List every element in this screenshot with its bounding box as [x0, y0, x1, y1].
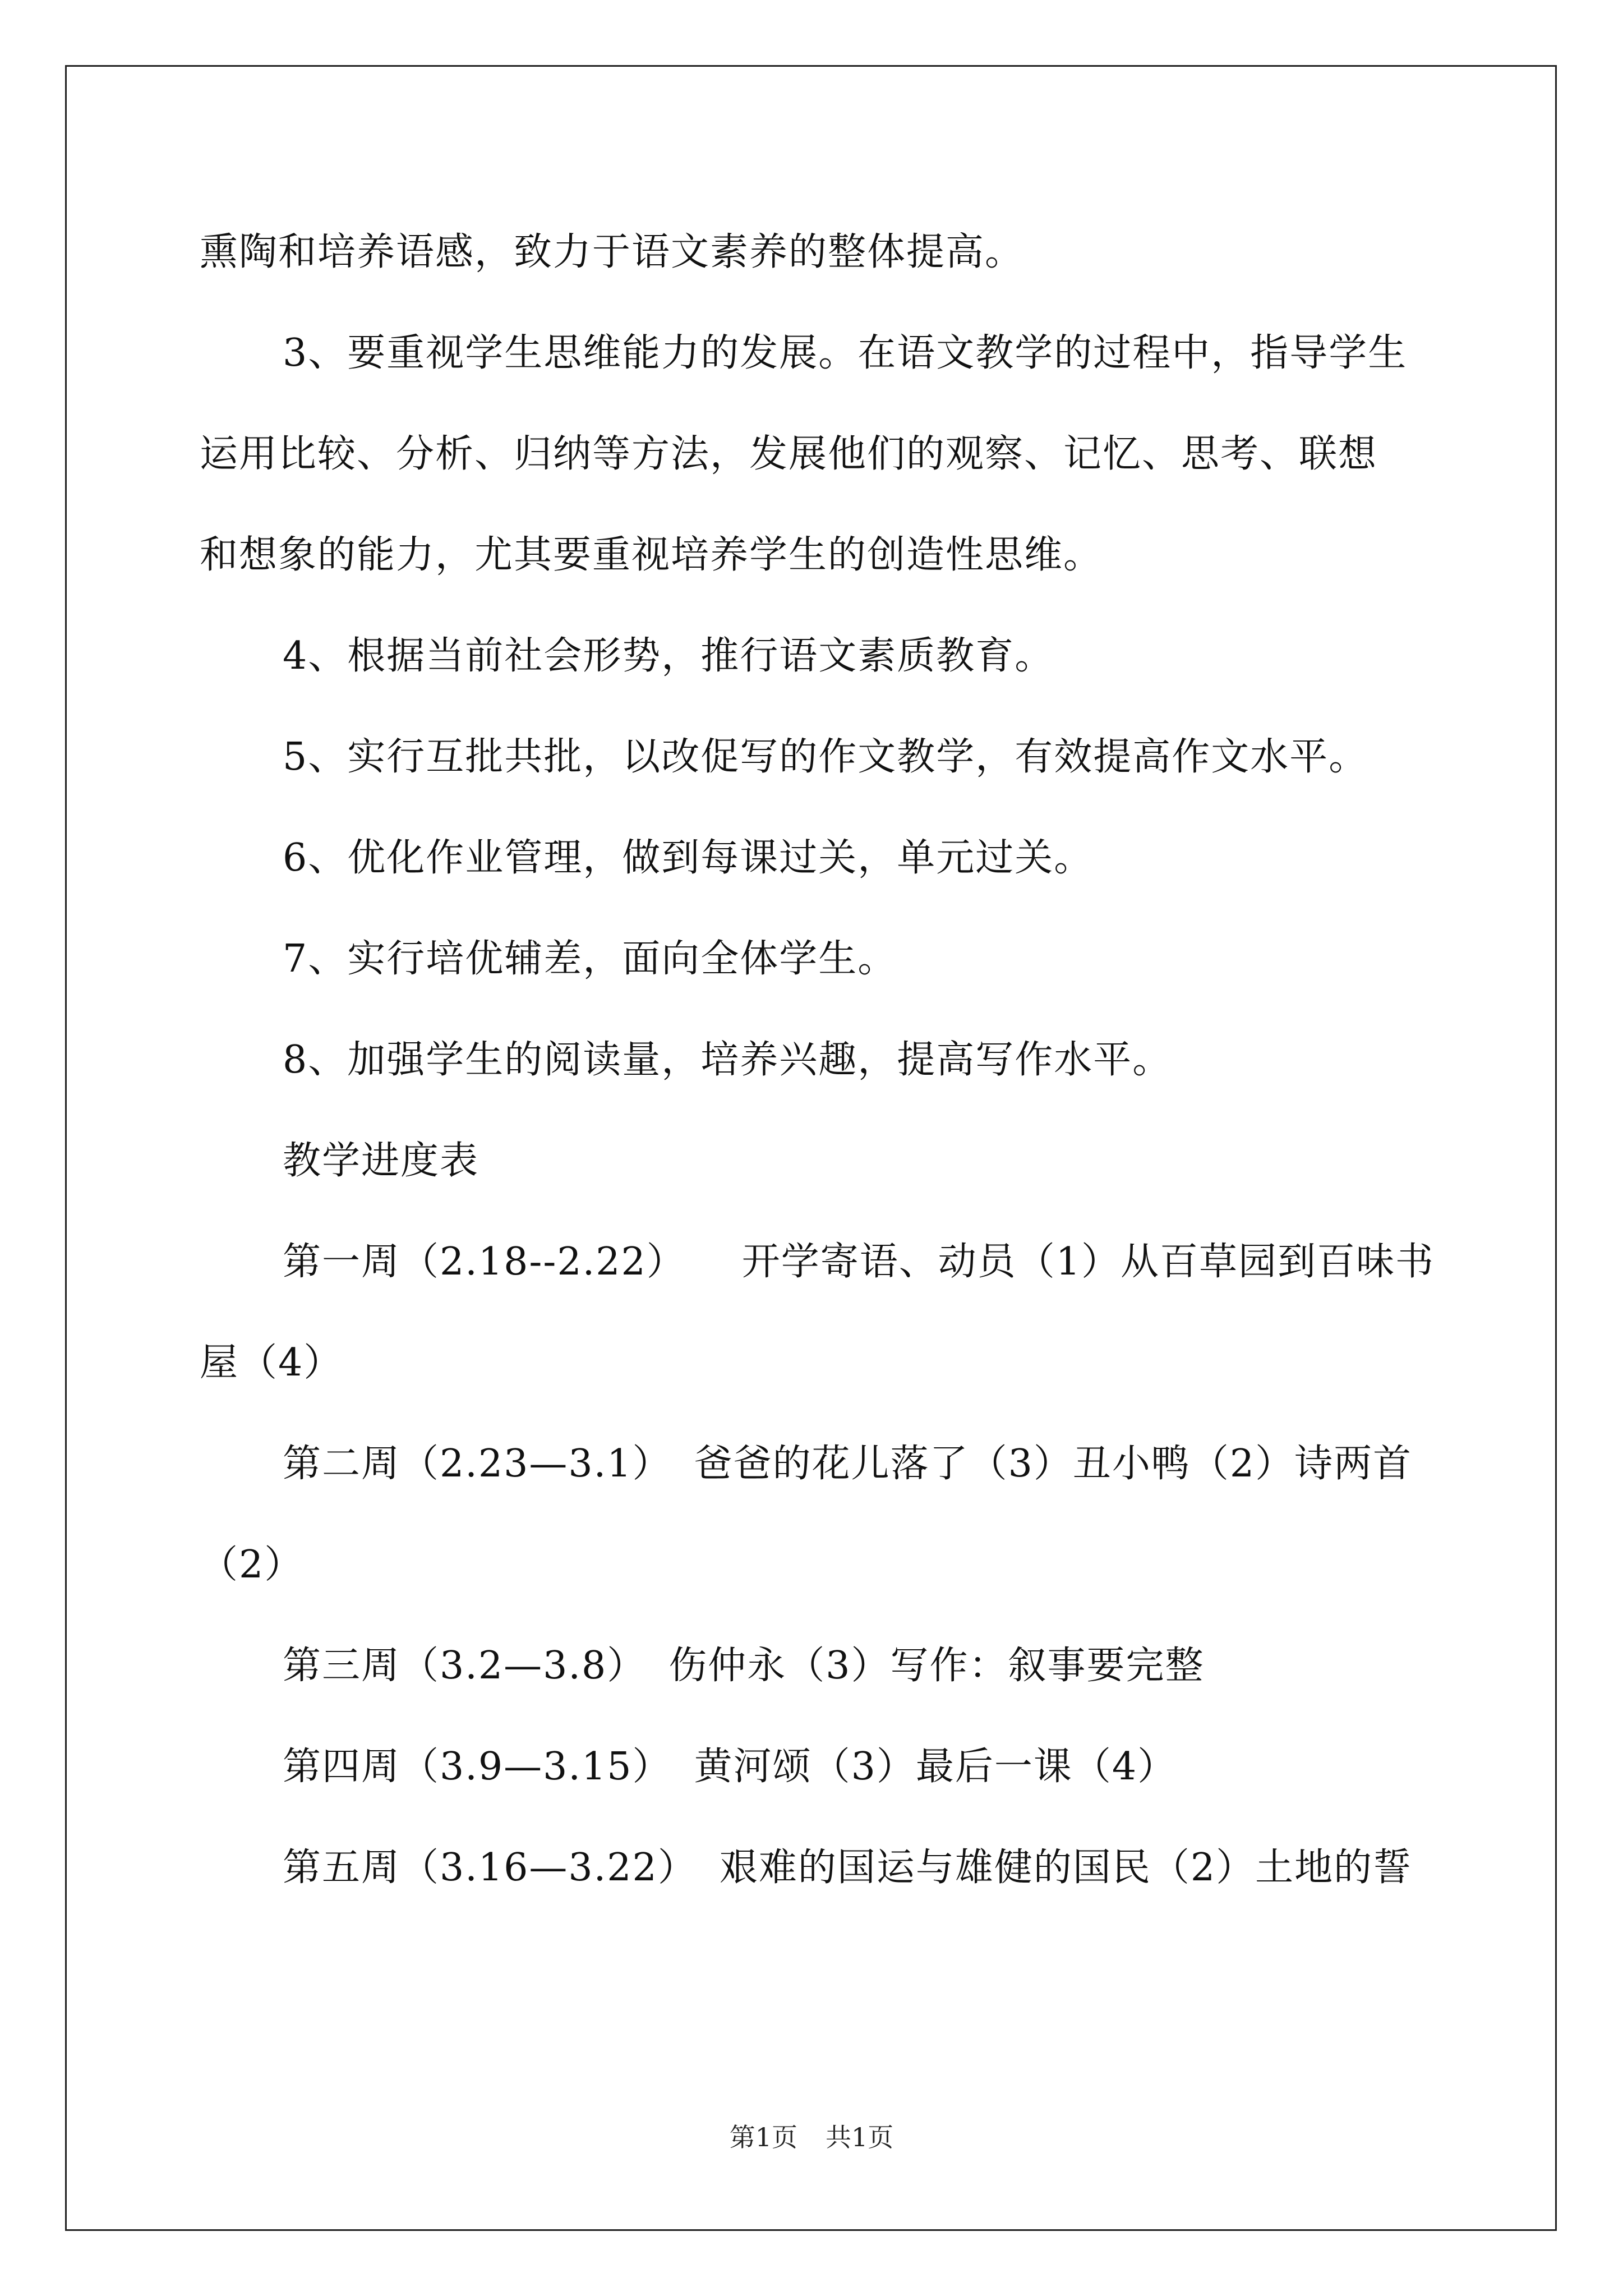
page-number: 第1页	[729, 2122, 797, 2152]
schedule-week: 第一周（2.18--2.22）	[283, 1240, 686, 1284]
schedule-row-continuation	[200, 1515, 1433, 1616]
text-line: 5、实行互批共批，以改促写的作文教学，有效提高作文水平。	[283, 735, 1368, 779]
text-line: 4、根据当前社会形势，推行语文素质教育。	[283, 634, 1054, 678]
schedule-content: 伤仲永（3）写作：叙事要完整	[668, 1644, 1205, 1688]
text-line: 和想象的能力，尤其要重视培养学生的创造性思维。	[200, 533, 1103, 577]
schedule-content: 爸爸的花儿落了（3）丑小鸭（2）诗两首	[694, 1442, 1413, 1486]
schedule-week: 第三周（3.2—3.8）	[283, 1644, 647, 1688]
text-line: 熏陶和培养语感，致力于语文素养的整体提高。	[200, 230, 1025, 274]
schedule-content: 开学寄语、动员（1）从百草园到百味书	[741, 1240, 1435, 1284]
schedule-row	[200, 1212, 1433, 1313]
text-line: 3、要重视学生思维能力的发展。在语文教学的过程中，指导学生	[283, 331, 1408, 375]
schedule-week: 第五周（3.16—3.22）	[283, 1846, 697, 1890]
schedule-content: 屋（4）	[200, 1341, 343, 1385]
schedule-row	[200, 1717, 1433, 1818]
schedule-week: 第四周（3.9—3.15）	[283, 1745, 672, 1789]
section-heading: 教学进度表	[283, 1139, 479, 1183]
schedule-row	[200, 1818, 1433, 1918]
page-footer	[0, 2120, 1623, 2154]
text-line: 6、优化作业管理，做到每课过关，单元过关。	[283, 836, 1094, 880]
document-body	[200, 202, 1433, 1918]
schedule-content: （2）	[200, 1543, 304, 1587]
schedule-content: 艰难的国运与雄健的国民（2）土地的誓	[719, 1846, 1413, 1890]
schedule-row-continuation	[200, 1313, 1433, 1414]
schedule-row	[200, 1414, 1433, 1515]
schedule-row	[200, 1616, 1433, 1717]
text-line: 7、实行培优辅差，面向全体学生。	[283, 937, 897, 981]
text-line: 8、加强学生的阅读量，培养兴趣，提高写作水平。	[283, 1038, 1172, 1082]
page-total: 共1页	[826, 2122, 894, 2152]
schedule-week: 第二周（2.23—3.1）	[283, 1442, 672, 1486]
schedule-content: 黄河颂（3）最后一课（4）	[694, 1745, 1177, 1789]
text-line: 运用比较、分析、归纳等方法，发展他们的观察、记忆、思考、联想	[200, 432, 1378, 476]
